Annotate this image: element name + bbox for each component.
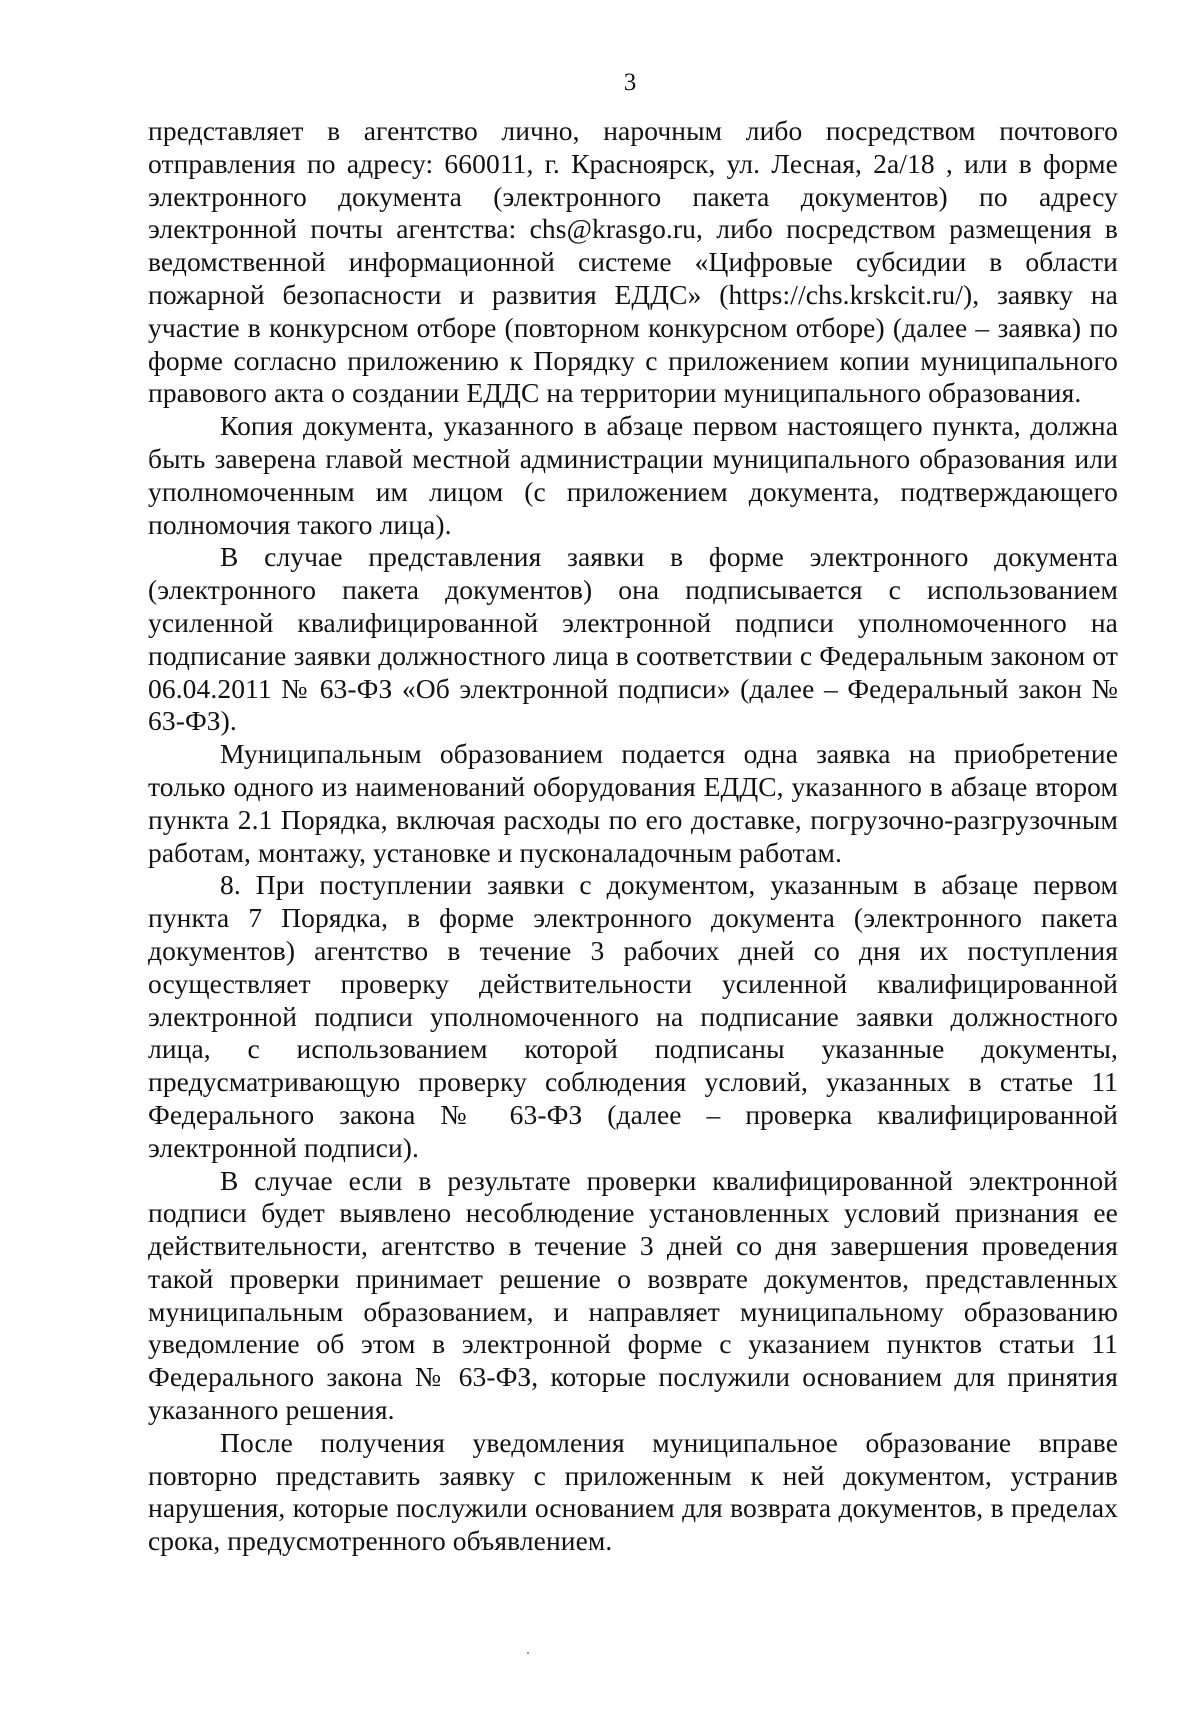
paragraph-resubmission: После получения уведомления муниципальное образование вправе повторно представить заявку с приложенным к ней документом, устранив нарушения, которые послужили основанием для возврата документов, в пределах срока, предусмотренного объявлением. — [148, 1426, 1118, 1557]
paragraph-electronic-signature: В случае представления заявки в форме электронного документа (электронного пакета документов) она подписывается с использованием усиленной квалифицированной электронной подписи уполномоченного на подписание заявки должностного лица в соответствии с Федеральным законом от 06.04.2011 № 63-ФЗ «Об электронной подписи» (далее – Федеральный закон № 63-ФЗ). — [148, 541, 1118, 737]
paragraph-signature-check-failure: В случае если в результате проверки квалифицированной электронной подписи будет выявлено несоблюдение установленных условий признания ее действительности, агентство в течение 3 дней со дня завершения проведения такой проверки принимает решение о возврате документов, представленных муниципальным образованием, и направляет муниципальному образованию уведомление об этом в электронной форме с указанием пунктов статьи 11 Федерального закона № 63-ФЗ, которые послужили основанием для принятия указанного решения. — [148, 1164, 1118, 1426]
paragraph-continuation: представляет в агентство лично, нарочным либо посредством почтового отправления по адресу: 660011, г. Красноярск, ул. Лесная, 2а/18 , или в форме электронного документа (электронного пакета документов) по адресу электронной почты агентства: chs@krasgo.ru, либо посредством размещения в ведомственной информационной системе «Цифровые субсидии в области пожарной безопасности и развития ЕДДС» (https://chs.krskcit.ru/), заявку на участие в конкурсном отборе (повторном конкурсном отборе) (далее – заявка) по форме согласно приложению к Порядку с приложением копии муниципального правового акта о создании ЕДДС на территории муниципального образования. — [148, 115, 1118, 409]
page-number: 3 — [623, 69, 637, 96]
paragraph-copy-certification: Копия документа, указанного в абзаце первом настоящего пункта, должна быть заверена главой местной администрации муниципального образования или уполномоченным им лицом (с приложением документа, подтверждающего полномочия такого лица). — [148, 410, 1118, 540]
paragraph-item-8: 8. При поступлении заявки с документом, указанным в абзаце первом пункта 7 Порядка, в форме электронного документа (электронного пакета документов) агентство в течение 3 рабочих дней со дня их поступления осуществляет проверку действительности усиленной квалифицированной электронной подписи уполномоченного на подписание заявки должностного лица, с использованием которой подписаны указанные документы, предусматривающую проверку соблюдения условий, указанных в статье 11 Федерального закона № 63-ФЗ (далее – проверка квалифицированной электронной подписи). — [148, 869, 1118, 1163]
paragraph-single-application: Муниципальным образованием подается одна заявка на приобретение только одного из наименований оборудования ЕДДС, указанного в абзаце втором пункта 2.1 Порядка, включая расходы по его доставке, погрузочно-разгрузочным работам, монтажу, установке и пусконаладочным работам. — [148, 738, 1118, 868]
document-body — [148, 115, 1118, 1558]
scan-speck — [527, 1652, 529, 1654]
